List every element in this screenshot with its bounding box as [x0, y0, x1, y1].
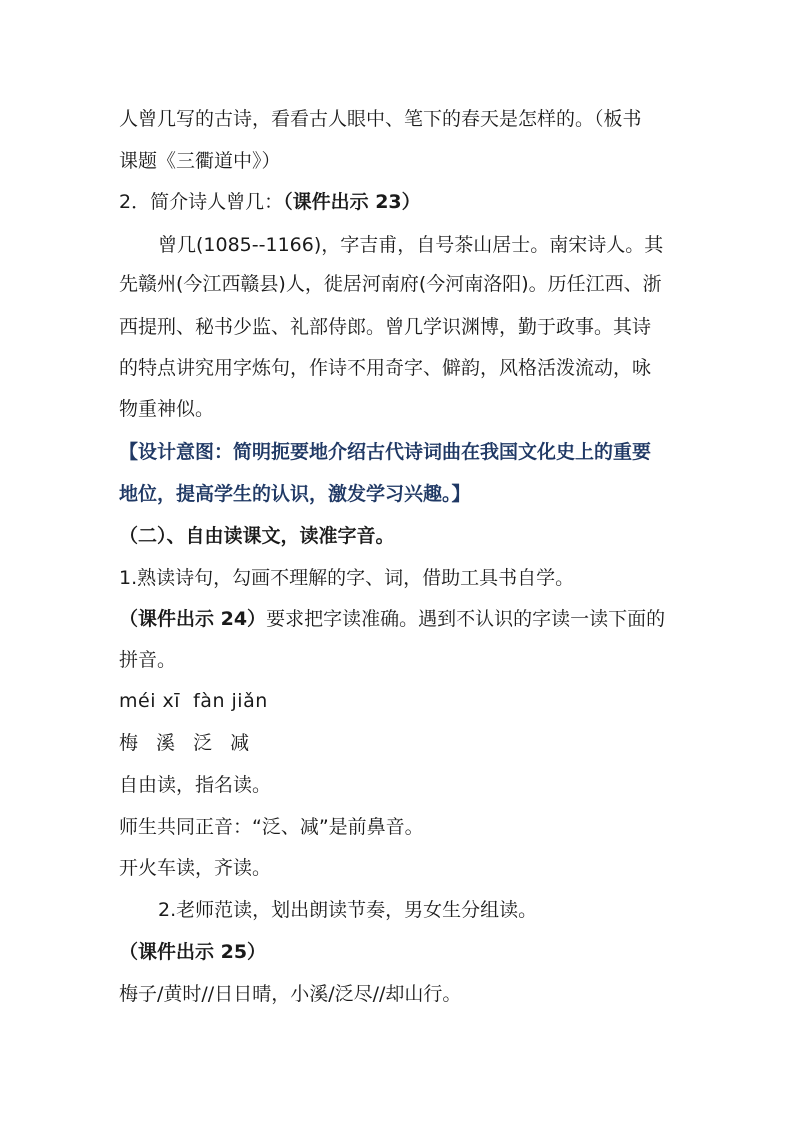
courseware-text: 要求把字读准确。遇到不认识的字读一读下面的: [266, 608, 666, 630]
paragraph-line: 师生共同正音：“泛、减”是前鼻音。: [119, 816, 424, 838]
step-line: 2.老师范读，划出朗读节奏，男女生分组读。: [158, 899, 538, 921]
paragraph-line: 拼音。: [119, 649, 177, 671]
courseware-ref: （课件出示 23）: [283, 191, 421, 213]
poem-line: 梅子/黄时//日日晴，小溪/泛尽//却山行。: [119, 983, 462, 1005]
courseware-ref: （课件出示 24）: [119, 608, 267, 630]
step-line: 1.熟读诗句，勾画不理解的字、词，借助工具书自学。: [119, 567, 575, 589]
courseware-line: [119, 610, 665, 629]
bio-line: 的特点讲究用字炼句，作诗不用奇字、僻韵，风格活泼流动，咏: [119, 357, 652, 379]
bio-line: 西提刑、秘书少监、礼部侍郎。曾几学识渊博，勤于政事。其诗: [119, 316, 652, 338]
design-intent: 【设计意图：简明扼要地介绍古代诗词曲在我国文化史上的重要: [119, 441, 652, 463]
bio-line: 物重神似。: [119, 398, 215, 420]
section-heading-bio: [119, 193, 421, 212]
paragraph-line: 自由读，指名读。: [119, 774, 272, 796]
bio-line: 曾几(1085--1166)，字吉甫，自号茶山居士。南宋诗人。其: [158, 234, 664, 256]
design-intent: 地位，提高学生的认识，激发学习兴趣。】: [119, 483, 471, 505]
pinyin-line: méi xī fàn jiǎn: [119, 690, 268, 712]
heading-text: 2．简介诗人曾几：: [119, 191, 284, 213]
characters-line: 梅 溪 泛 减: [119, 732, 256, 754]
paragraph-line: 人曾几写的古诗，看看古人眼中、笔下的春天是怎样的。（板书: [119, 108, 642, 130]
courseware-ref: （课件出示 25）: [119, 941, 267, 963]
section-title: （二）、自由读课文，读准字音。: [119, 525, 395, 547]
paragraph-line: 课题《三衢道中》）: [119, 150, 281, 172]
bio-line: 先赣州(今江西赣县)人，徙居河南府(今河南洛阳)。历任江西、浙: [119, 273, 662, 295]
paragraph-line: 开火车读，齐读。: [119, 857, 272, 879]
